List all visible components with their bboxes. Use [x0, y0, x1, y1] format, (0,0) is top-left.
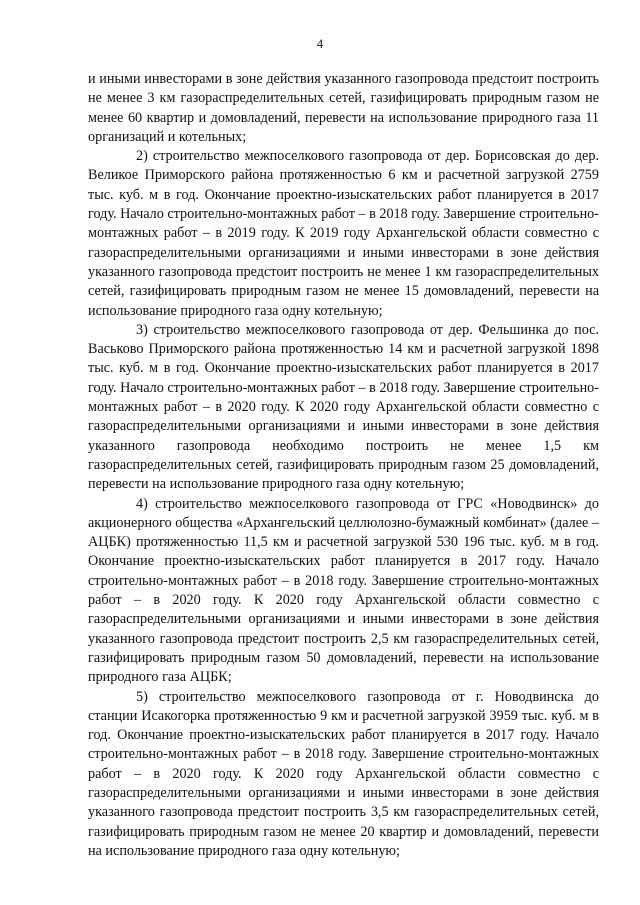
document-body [88, 70, 599, 861]
paragraph-continuation: и иными инвесторами в зоне действия указанного газопровода предстоит построить не менее 3 км газораспределительных сетей, газифицировать природным газом не менее 60 квартир и домовладений, перевести на использование природного газа 11 организаций и котельных; [88, 71, 599, 145]
paragraph-item-5: 5) строительство межпоселкового газопровода от г. Новодвинска до станции Исакогорка протяженностью 9 км и расчетной загрузкой 3959 тыс. куб. м в год. Окончание проектно-изыскательских работ планируется в 2017 году. Начало строительно-монтажных работ – в 2018 году. Завершение строительно-монтажных работ – в 2020 году. К 2020 году Архангельской области совместно с газораспределительными организациями и иными инвесторами в зоне действия указанного газопровода предстоит построить 3,5 км газораспределительных сетей, газифицировать природным газом не менее 20 квартир и домовладений, перевести на использование природного газа одну котельную; [88, 688, 599, 859]
page-number: 4 [316, 37, 324, 51]
paragraph-item-4: 4) строительство межпоселкового газопровода от ГРС «Новодвинск» до акционерного общества «Архангельский целлюлозно-бумажный комбинат» (далее – АЦБК) протяженностью 11,5 км и расчетной загрузкой 530 196 тыс. куб. м в год. Окончание проектно-изыскательских работ планируется в 2017 году. Начало строительно-монтажных работ – в 2018 году. Завершение строительно-монтажных работ – в 2020 году. К 2020 году Архангельской области совместно с газораспределительными организациями и иными инвесторами в зоне действия указанного газопровода предстоит построить 2,5 км газораспределительных сетей, газифицировать природным газом 50 домовладений, перевести на использование природного газа АЦБК; [88, 495, 599, 686]
paragraph-item-3: 3) строительство межпоселкового газопровода от дер. Фельшинка до пос. Васьково Приморского района протяженностью 14 км и расчетной загрузкой 1898 тыс. куб. м в год. Окончание проектно-изыскательских работ планируется в 2017 году. Начало строительно-монтажных работ – в 2018 году. Завершение строительно-монтажных работ – в 2020 году. К 2020 году Архангельской области совместно с газораспределительными организациями и иными инвесторами в зоне действия указанного газопровода необходимо построить не менее 1,5 км газораспределительных сетей, газифицировать природным газом 25 домовладений, перевести на использование природного газа одну котельную; [88, 321, 599, 493]
paragraph-item-2: 2) строительство межпоселкового газопровода от дер. Борисовская до дер. Великое Приморского района протяженностью 6 км и расчетной загрузкой 2759 тыс. куб. м в год. Окончание проектно-изыскательских работ планируется в 2017 году. Начало строительно-монтажных работ – в 2018 году. Завершение строительно-монтажных работ – в 2019 году. К 2019 году Архангельской области совместно с газораспределительными организациями и иными инвесторами в зоне действия указанного газопровода предстоит построить не менее 1 км газораспределительных сетей, газифицировать природным газом не менее 15 домовладений, перевести на использование природного газа одну котельную; [88, 148, 599, 319]
